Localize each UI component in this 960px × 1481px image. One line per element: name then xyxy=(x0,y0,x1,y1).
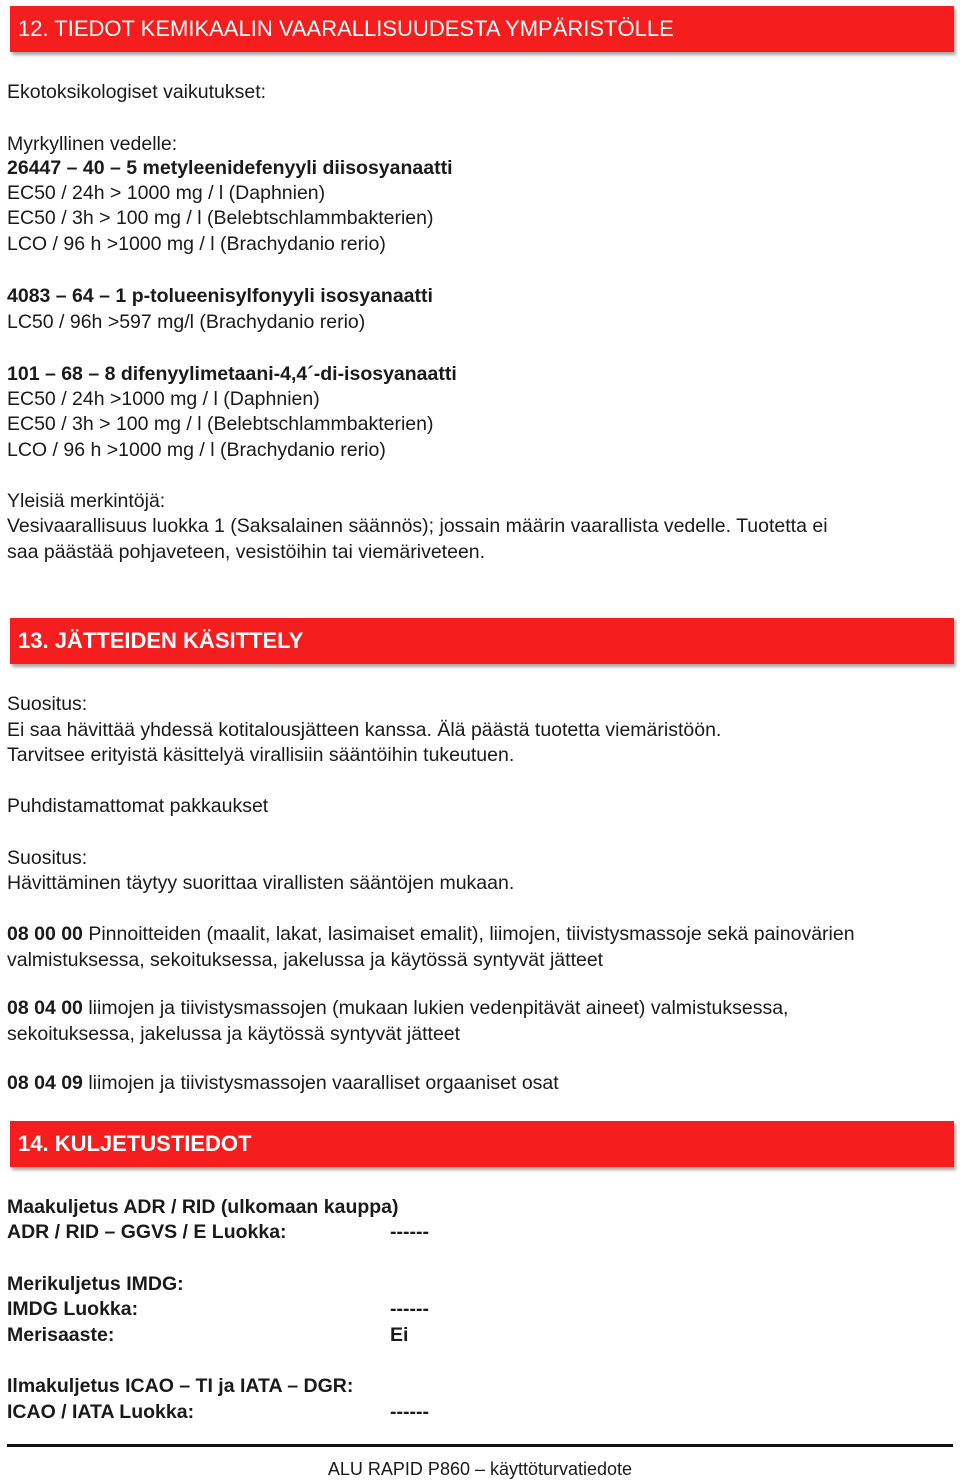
marine-pollutant-label: Merisaaste: xyxy=(7,1324,115,1346)
air-transport-heading: Ilmakuljetus ICAO – TI ja IATA – DGR: xyxy=(7,1375,354,1397)
waste-description: Pinnoitteiden (maalit, lakat, lasimaiset emalit), liimojen, tiivistysmassoje sekä painovärien xyxy=(82,923,855,945)
general-notes-line: saa päästää pohjaveteen, vesistöihin tai viemäriveteen. xyxy=(7,541,486,563)
sea-transport-heading: Merikuljetus IMDG: xyxy=(7,1273,184,1295)
waste-description-cont: valmistuksessa, sekoituksessa, jakelussa ja käytössä syntyvät jätteet xyxy=(7,949,604,971)
toxic-water-heading: Myrkyllinen vedelle: xyxy=(7,133,178,155)
substance-3-line: EC50 / 3h > 100 mg / l (Belebtschlammbakterien) xyxy=(7,413,434,435)
section-12-header: 12. TIEDOT KEMIKAALIN VAARALLISUUDESTA YMPÄRISTÖLLE xyxy=(10,6,954,52)
substance-1-line: EC50 / 24h > 1000 mg / l (Daphnien) xyxy=(7,182,326,204)
waste-description: liimojen ja tiivistysmassojen vaaralliset orgaaniset osat xyxy=(82,1072,559,1094)
waste-code-item xyxy=(7,996,788,1021)
waste-code-item xyxy=(7,1071,559,1096)
substance-3-title: 101 – 68 – 8 difenyylimetaani-4,4´-di-isosyanaatti xyxy=(7,363,457,385)
substance-3-line: EC50 / 24h >1000 mg / l (Daphnien) xyxy=(7,388,320,410)
substance-1-line: LCO / 96 h >1000 mg / l (Brachydanio rerio) xyxy=(7,233,386,255)
section-14-header: 14. KULJETUSTIEDOT xyxy=(10,1121,954,1167)
substance-1-title: 26447 – 40 – 5 metyleenidefenyyli diisosyanaatti xyxy=(7,157,453,179)
footer-document-title: ALU RAPID P860 – käyttöturvatiedote xyxy=(327,1459,633,1479)
road-class-value: ------ xyxy=(390,1221,429,1243)
road-class-label: ADR / RID – GGVS / E Luokka: xyxy=(7,1221,287,1243)
substance-2-line: LC50 / 96h >597 mg/l (Brachydanio rerio) xyxy=(7,311,366,333)
recommendation-heading: Suositus: xyxy=(7,693,88,715)
substance-2-title: 4083 – 64 – 1 p-tolueenisylfonyyli isosyanaatti xyxy=(7,285,433,307)
recommendation-line: Ei saa hävittää yhdessä kotitalousjätteen kanssa. Älä päästä tuotetta viemäristöön. xyxy=(7,719,722,741)
road-transport-heading: Maakuljetus ADR / RID (ulkomaan kauppa) xyxy=(7,1196,399,1218)
general-notes-line: Vesivaarallisuus luokka 1 (Saksalainen säännös); jossain määrin vaarallista vedelle. Tuotetta ei xyxy=(7,515,828,537)
imdg-class-value: ------ xyxy=(390,1298,429,1320)
waste-code-item xyxy=(7,922,855,947)
ecotox-heading: Ekotoksikologiset vaikutukset: xyxy=(7,81,267,103)
waste-code: 08 04 00 xyxy=(7,997,83,1019)
substance-1-line: EC50 / 3h > 100 mg / l (Belebtschlammbakterien) xyxy=(7,207,434,229)
marine-pollutant-value: Ei xyxy=(390,1324,409,1346)
marine-pollutant-row xyxy=(7,1323,408,1348)
recommendation-line: Tarvitsee erityistä käsittelyä virallisiin sääntöihin tukeutuen. xyxy=(7,744,515,766)
imdg-class-row xyxy=(7,1297,429,1322)
footer-divider xyxy=(7,1444,953,1447)
waste-code: 08 04 09 xyxy=(7,1072,83,1094)
road-class-row xyxy=(7,1220,429,1245)
air-class-row xyxy=(7,1400,429,1425)
recommendation-2-heading: Suositus: xyxy=(7,847,88,869)
recommendation-2-line: Hävittäminen täytyy suorittaa virallisten sääntöjen mukaan. xyxy=(7,872,515,894)
packaging-heading: Puhdistamattomat pakkaukset xyxy=(7,795,269,817)
general-notes-heading: Yleisiä merkintöjä: xyxy=(7,490,166,512)
section-13-header: 13. JÄTTEIDEN KÄSITTELY xyxy=(10,618,954,664)
air-class-value: ------ xyxy=(390,1401,429,1423)
substance-3-line: LCO / 96 h >1000 mg / l (Brachydanio rerio) xyxy=(7,439,386,461)
waste-description-cont: sekoituksessa, jakelussa ja käytössä syntyvät jätteet xyxy=(7,1023,461,1045)
waste-code: 08 00 00 xyxy=(7,923,83,945)
waste-description: liimojen ja tiivistysmassojen (mukaan lukien vedenpitävät aineet) valmistuksessa, xyxy=(82,997,789,1019)
imdg-class-label: IMDG Luokka: xyxy=(7,1298,139,1320)
air-class-label: ICAO / IATA Luokka: xyxy=(7,1401,195,1423)
